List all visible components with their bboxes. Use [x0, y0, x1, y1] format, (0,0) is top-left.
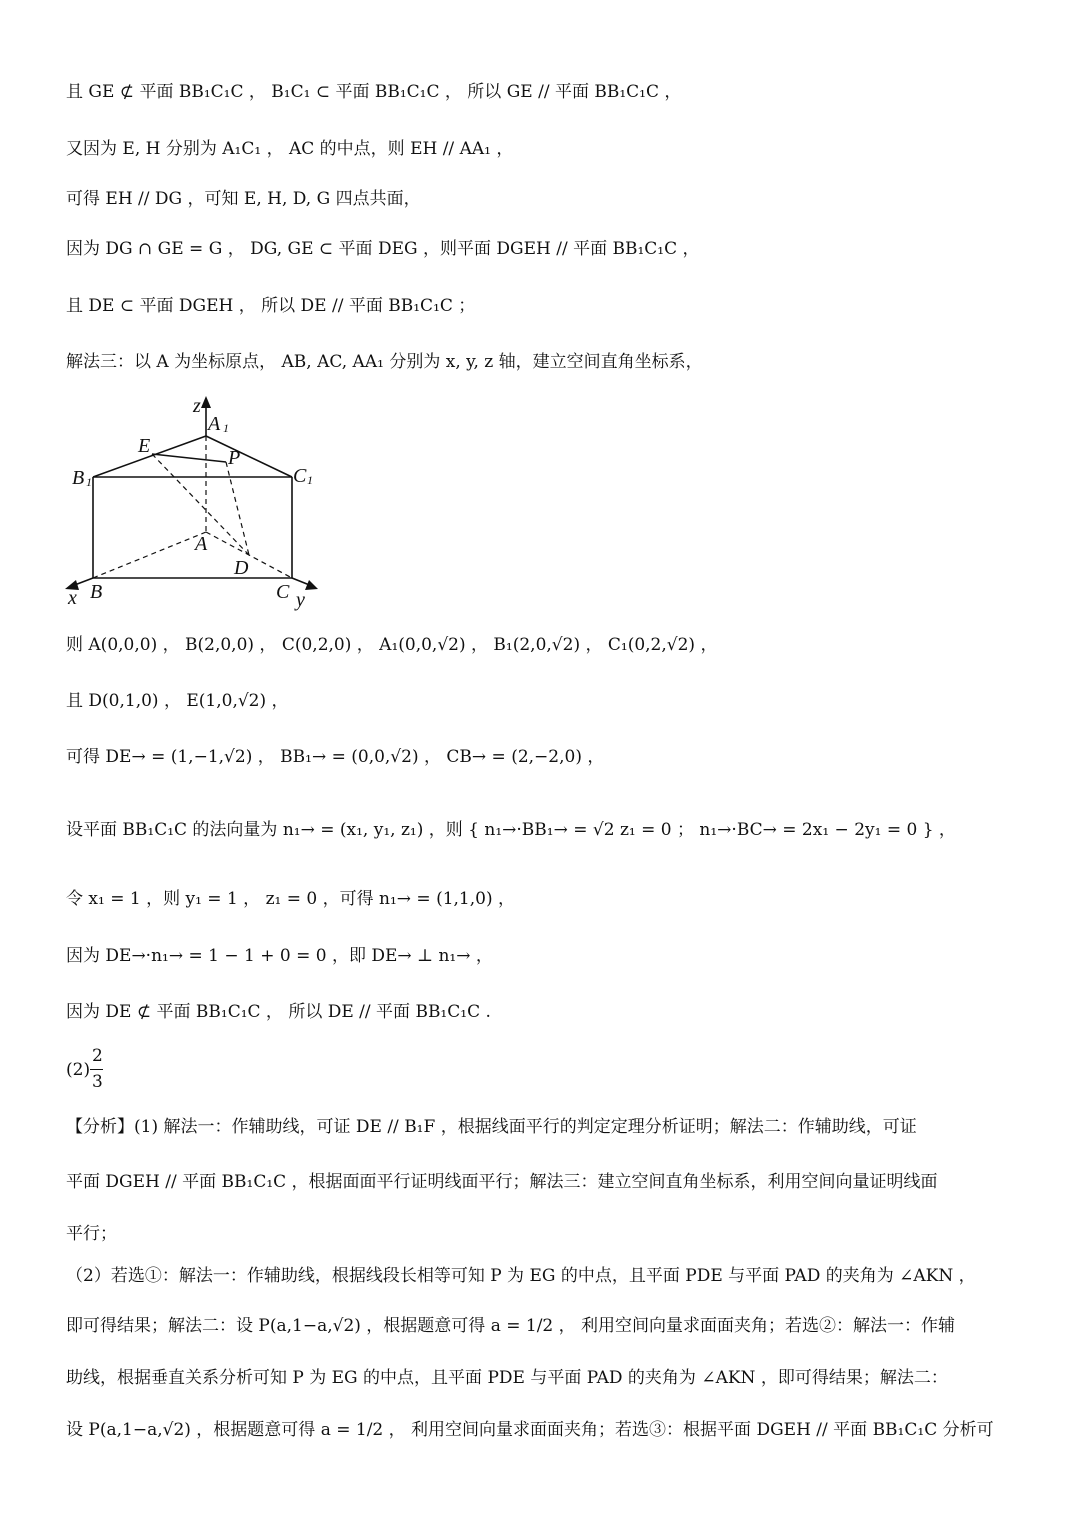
edge-ac [206, 532, 292, 578]
edge-a1c1 [206, 436, 292, 477]
label-c1-sub: 1 [307, 473, 313, 487]
text-line: 又因为 E, H 分别为 A₁C₁ ， AC 的中点，则 EH // AA₁ ， [66, 139, 514, 159]
text-line: 因为 DG ∩ GE = G ， DG, GE ⊂ 平面 DEG ，则平面 DGEH // 平面 BB₁C₁C ， [66, 239, 700, 259]
label-c1: C [293, 465, 307, 487]
answer-label: (2) [66, 1060, 91, 1080]
text-line: 解法三：以 A 为坐标原点， AB, AC, AA₁ 分别为 x, y, z 轴，建立空间直角坐标系， [66, 352, 703, 372]
text-line: 令 x₁ = 1 ，则 y₁ = 1 ， z₁ = 0 ，可得 n₁→ = (1,1,0) ， [66, 889, 516, 909]
analysis-line: 平面 DGEH // 平面 BB₁C₁C ，根据面面平行证明线面平行；解法三：建立空间直角坐标系，利用空间向量证明线面 [66, 1172, 938, 1192]
answer-numerator: 2 [92, 1046, 103, 1066]
text-line: 则 A(0,0,0) ， B(2,0,0) ， C(0,2,0) ， A₁(0,0,√2) ， B₁(2,0,√2) ， C₁(0,2,√2) ， [66, 635, 718, 655]
analysis-line: 【分析】(1) 解法一：作辅助线，可证 DE // B₁F ，根据线面平行的判定定理分析证明；解法二：作辅助线，可证 [66, 1117, 917, 1137]
prism-figure [60, 392, 320, 612]
analysis-line: （2）若选①：解法一：作辅助线，根据线段长相等可知 P 为 EG 的中点，且平面 PDE 与平面 PAD 的夹角为 ∠AKN ， [66, 1266, 976, 1286]
label-c: C [276, 581, 290, 603]
text-line: 设平面 BB₁C₁C 的法向量为 n₁→ = (x₁, y₁, z₁) ，则 { n₁→·BB₁→ = √2 z₁ = 0 ； n₁→·BC→ = 2x₁ − 2y₁ = 0 } ， [66, 820, 956, 840]
text-line: 可得 EH // DG ，可知 E, H, D, G 四点共面， [66, 189, 421, 209]
edge-ab [93, 532, 206, 578]
label-a: A [195, 533, 208, 555]
label-d: D [234, 557, 249, 579]
label-z: z [193, 395, 201, 417]
text-line: 因为 DE→·n₁→ = 1 − 1 + 0 = 0 ，即 DE→ ⊥ n₁→ ， [66, 946, 493, 966]
label-y: y [296, 589, 305, 611]
y-arrow [305, 580, 318, 590]
analysis-line: 即可得结果；解法二：设 P(a,1−a,√2) ，根据题意可得 a = 1/2 ， 利用空间向量求面面夹角；若选②：解法一：作辅 [66, 1316, 956, 1336]
segment-ep [152, 454, 226, 462]
segment-pd [226, 462, 249, 555]
answer-denominator: 3 [92, 1072, 103, 1092]
label-a1-sub: 1 [223, 421, 229, 435]
label-e: E [138, 435, 151, 457]
label-b1-sub: 1 [86, 475, 92, 489]
analysis-line: 助线，根据垂直关系分析可知 P 为 EG 的中点，且平面 PDE 与平面 PAD 的夹角为 ∠AKN ，即可得结果；解法二： [66, 1368, 948, 1388]
text-line: 且 DE ⊂ 平面 DGEH ， 所以 DE // 平面 BB₁C₁C ； [66, 296, 476, 316]
label-a1: A [208, 413, 221, 435]
text-line: 且 GE ⊄ 平面 BB₁C₁C ， B₁C₁ ⊂ 平面 BB₁C₁C ， 所以 GE // 平面 BB₁C₁C ， [66, 82, 682, 102]
label-b1: B [72, 467, 85, 489]
z-arrow [201, 396, 211, 408]
analysis-line: 设 P(a,1−a,√2) ，根据题意可得 a = 1/2 ， 利用空间向量求面面夹角；若选③：根据平面 DGEH // 平面 BB₁C₁C 分析可 [66, 1420, 994, 1440]
analysis-line: 平行； [66, 1224, 117, 1244]
label-p: P [228, 447, 241, 469]
text-line: 因为 DE ⊄ 平面 BB₁C₁C ， 所以 DE // 平面 BB₁C₁C . [66, 1002, 491, 1022]
text-line: 可得 DE→ = (1,−1,√2) ， BB₁→ = (0,0,√2) ， CB→ = (2,−2,0) ， [66, 747, 605, 767]
label-x: x [68, 587, 77, 609]
label-b: B [90, 581, 103, 603]
text-line: 且 D(0,1,0) ， E(1,0,√2) ， [66, 691, 289, 711]
